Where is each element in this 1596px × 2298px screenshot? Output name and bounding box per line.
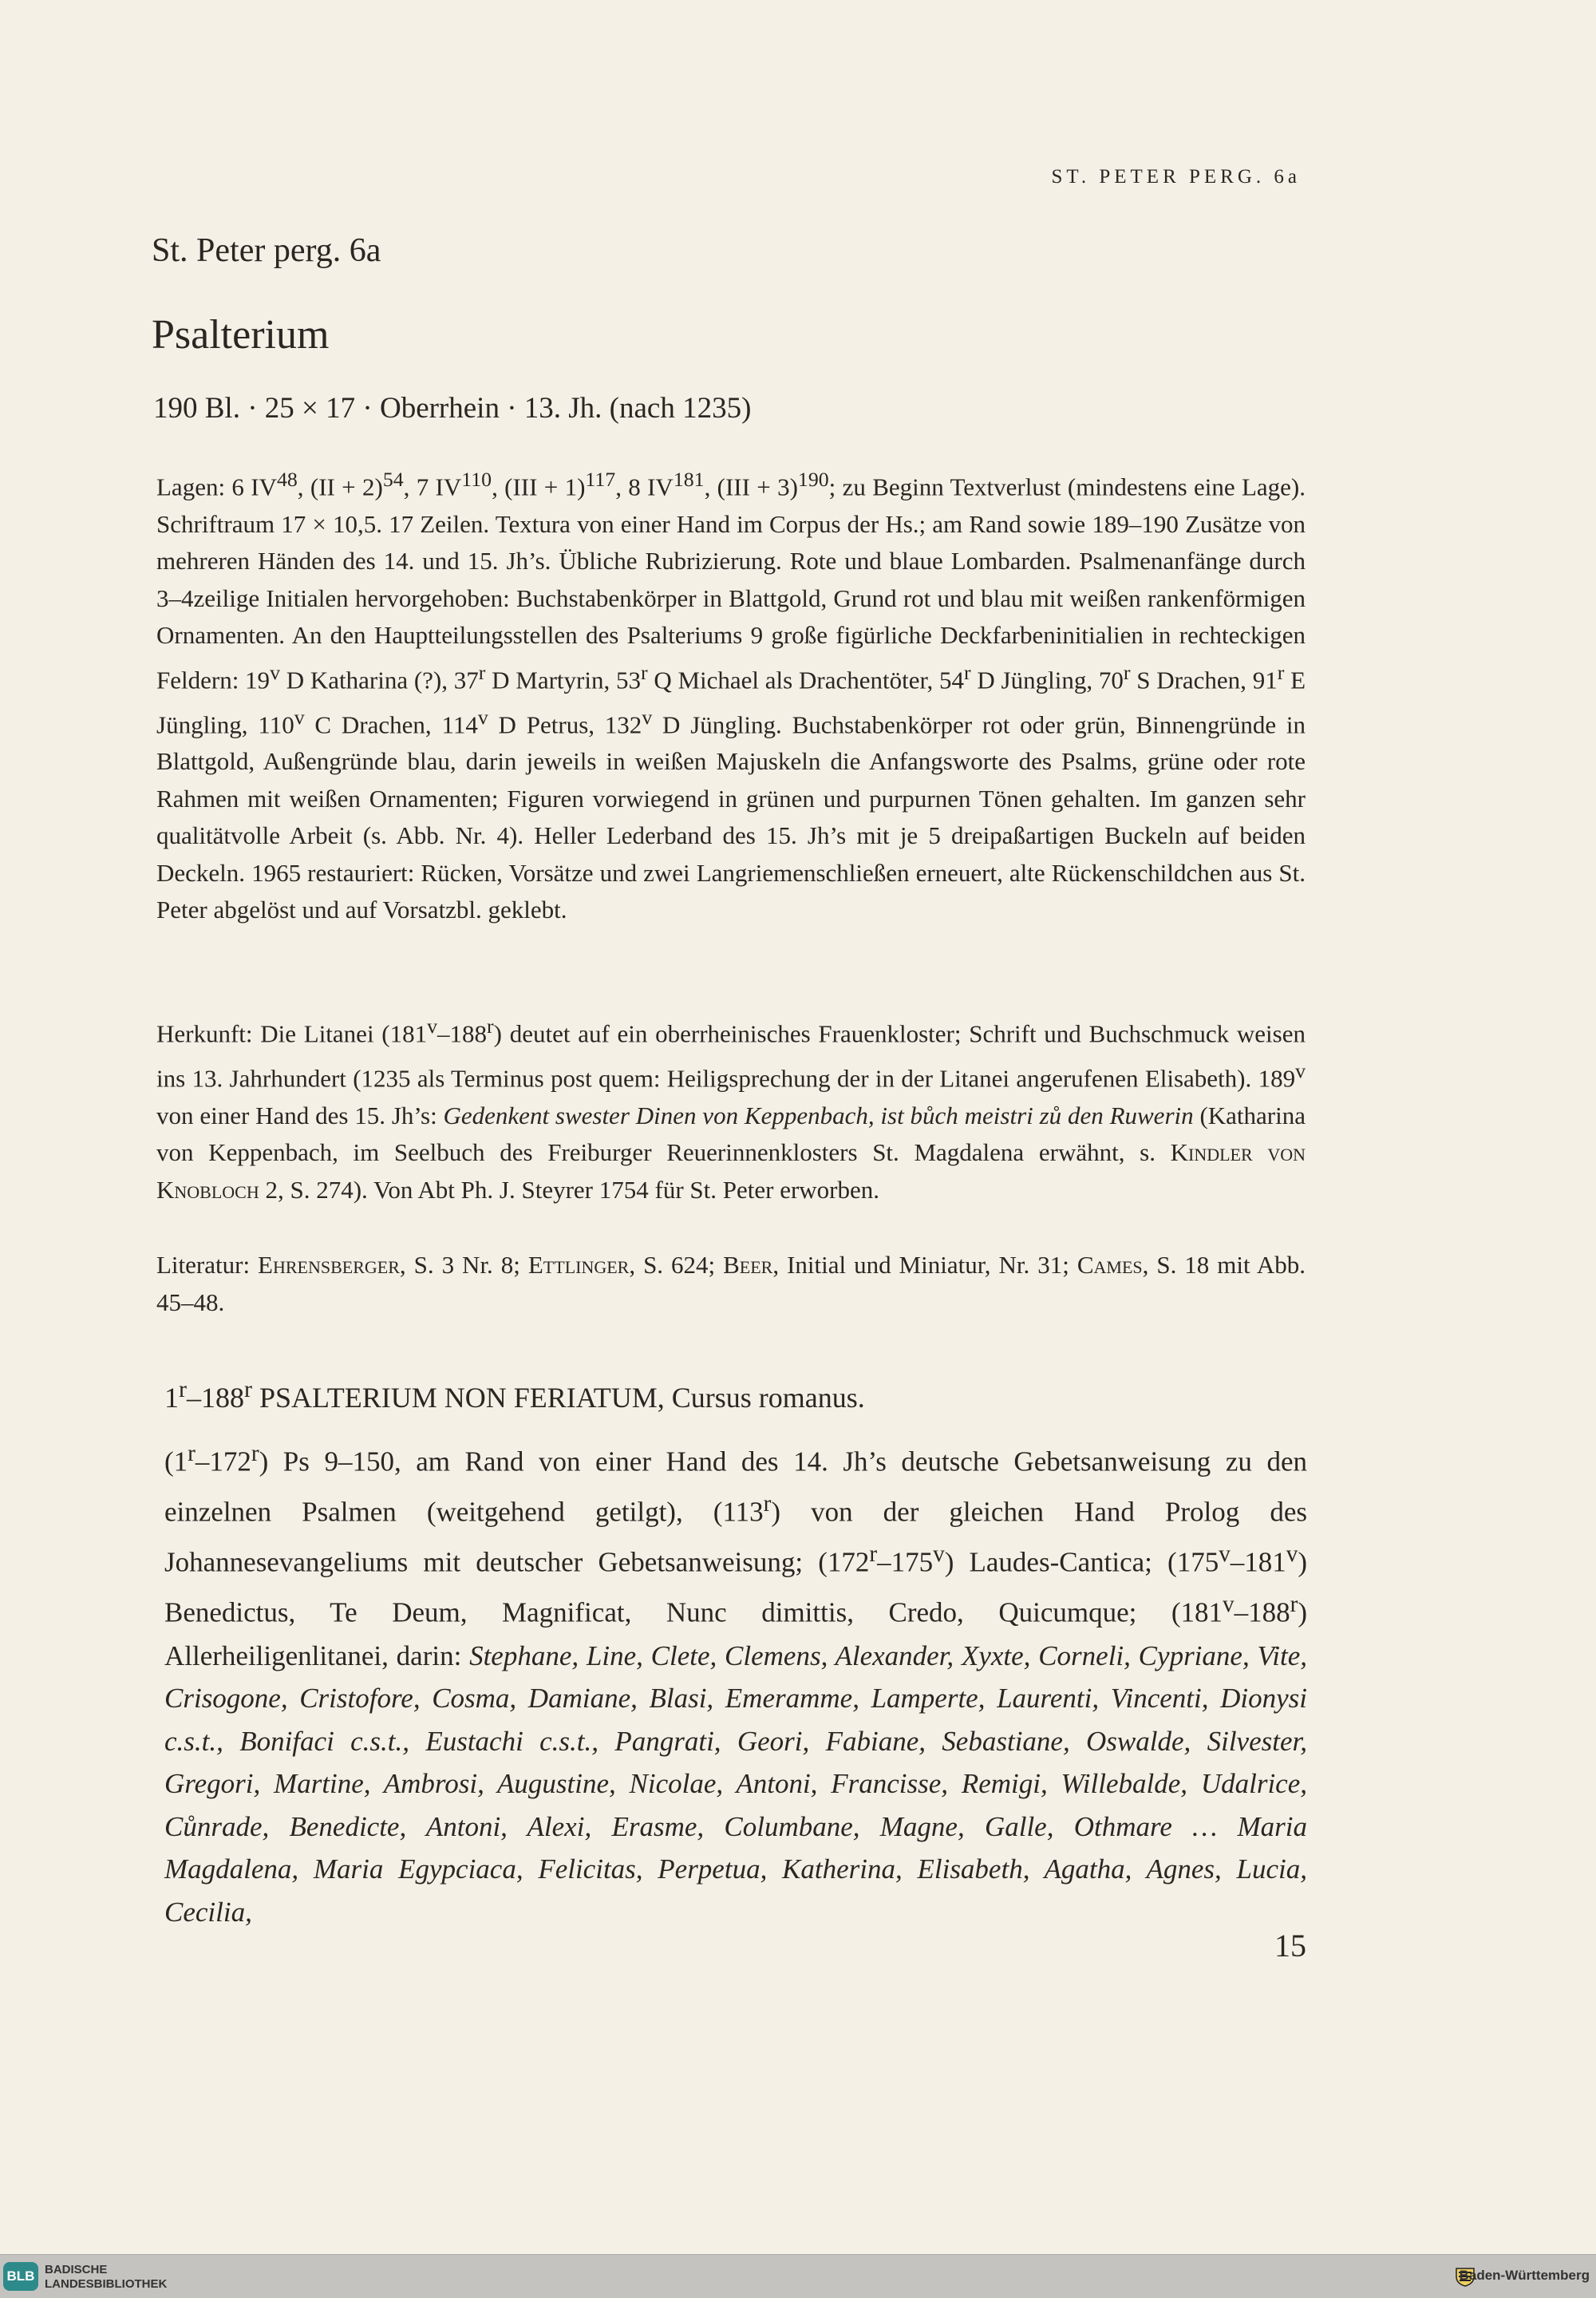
viewer-footer-bar xyxy=(0,2254,1596,2298)
blb-logo[interactable]: BLB xyxy=(3,2262,38,2291)
shelfmark: St. Peter perg. 6a xyxy=(152,232,381,269)
running-head: ST. PETER PERG. 6a xyxy=(1051,166,1301,188)
content-paragraph: (1$^r$–172$^r$) Ps 9–150, am Rand von einer Hand des 14. Jh’s deutsche Gebetsanweisung zu den einzelnen Psalmen (weitgehend getilgt), (113$^r$) von der gleichen Hand Prolog des Johannesevangeliums mit deutscher Gebetsanweisung; (172$^r$–175$^v$) Laudes-Cantica; (175$^v$–181$^v$) Benedictus, Te Deum, Magnificat, Nunc dimittis, Credo, Quicumque; (181$^v$–188$^r$) Allerheiligenlitanei, darin: Stephane, Line, Clete, Clemens, Alexander, Xyxte, Corneli, Cypriane, Vite, Crisogone, Cristofore, Cosma, Damiane, Blasi, Emeramme, Lamperte, Laurenti, Vincenti, Dionysi c.s.t., Bonifaci c.s.t., Eustachi c.s.t., Pangrati, Geori, Fabiane, Sebastiane, Oswalde, Silvester, Gregori, Martine, Ambrosi, Augustine, Nicolae, Antoni, Francisse, Remigi, Willebalde, Udalrice, Cůnrade, Benedicte, Antoni, Alexi, Erasme, Columbane, Magne, Galle, Othmare … Maria Magdalena, Maria Egypciaca, Felicitas, Perpetua, Katherina, Elisabeth, Agatha, Agnes, Lucia, Cecilia, xyxy=(164,1441,1307,1928)
literatur-paragraph: Literatur: Ehrensberger, S. 3 Nr. 8; Ettlinger, S. 624; Beer, Initial und Miniatur, Nr. 31; Cames, S. 18 mit Abb. 45–48. xyxy=(156,1251,1306,1316)
library-name: BADISCHE LANDESBIBLIOTHEK xyxy=(45,2263,168,2291)
author-citation: Kindler von Knobloch xyxy=(156,1138,1306,1204)
saints-list: Stephane, Line, Clete, Clemens, Alexander, Xyxte, Corneli, Cypriane, Vite, Crisogone, Cristofore, Cosma, Damiane, Blasi, Emeramme, Lamperte, Laurenti, Vincenti, Dionysi c.s.t., Bonifaci c.s.t., Eustachi c.s.t., Pangrati, Geori, Fabiane, Sebastiane, Oswalde, Silvester, Gregori, Martine, Ambrosi, Augustine, Nicolae, Antoni, Francisse, Remigi, Willebalde, Udalrice, Cůnrade, Benedicte, Antoni, Alexi, Erasme, Columbane, Magne, Galle, Othmare … Maria Magdalena, Maria Egypciaca, Felicitas, Perpetua, Katherina, Elisabeth, Agatha, Agnes, Lucia, Cecilia, xyxy=(164,1639,1307,1928)
page-title: Psalterium xyxy=(152,312,330,358)
content-heading: 1$^r$–188$^r$ PSALTERIUM NON FERIATUM, Cursus romanus. xyxy=(164,1376,865,1414)
codex-metadata: 190 Bl. · 25 × 17 · Oberrhein · 13. Jh. (nach 1235) xyxy=(153,392,752,425)
lagen-paragraph: Lagen: 6 IV$^{48}$, (II + 2)$^{54}$, 7 IV$^{110}$, (III + 1)$^{117}$, 8 IV$^{181}$, (III + 3)$^{190}$; zu Beginn Textverlust (mindestens eine Lage). Schriftraum 17 × 10,5. 17 Zeilen. Textura von einer Hand im Corpus der Hs.; am Rand sowie 189–190 Zusätze von mehreren Händen des 14. und 15. Jh’s. Übliche Rubrizierung. Rote und blaue Lombarden. Psalmenanfänge durch 3–4zeilige Initialen hervorgehoben: Buchstabenkörper in Blattgold, Grund rot und blau mit weißen rankenförmigen Ornamenten. An den Hauptteilungsstellen des Psalteriums 9 große figürliche Deckfarbeninitialien in rechteckigen Feldern: 19$^v$ D Katharina (?), 37$^r$ D Martyrin, 53$^r$ Q Michael als Drachentöter, 54$^r$ D Jüngling, 70$^r$ S Drachen, 91$^r$ E Jüngling, 110$^v$ C Drachen, 114$^v$ D Petrus, 132$^v$ D Jüngling. Buchstabenkörper rot oder grün, Binnengründe in Blattgold, Außengründe blau, darin jeweils in weißen Majuskeln die Anfangsworte des Psalms, grüne oder rote Rahmen mit weißen Ornamenten; Figuren vorwiegend in grünen und purpurnen Tönen gehalten. Im ganzen sehr qualitätvolle Arbeit (s. Abb. Nr. 4). Heller Lederband des 15. Jh’s mit je 5 dreipaßartigen Buckeln auf beiden Deckeln. 1965 restauriert: Rücken, Vorsätze und zwei Langriemenschließen erneuert, alte Rückenschildchen aus St. Peter abgelöst und auf Vorsatzbl. geklebt. xyxy=(156,468,1306,924)
page-number: 15 xyxy=(1274,1928,1306,1964)
herkunft-paragraph: Herkunft: Die Litanei (181$^v$–188$^r$) deutet auf ein oberrheinisches Frauenkloster; Schrift und Buchschmuck weisen ins 13. Jahrhundert (1235 als Terminus post quem: Heiligsprechung der in der Litanei angerufenen Elisabeth). 189$^v$ von einer Hand des 15. Jh’s: Gedenkent swester Dinen von Keppenbach, ist bůch meistri zů den Ruwerin (Katharina von Keppenbach, im Seelbuch des Freiburger Reuerinnenklosters St. Magdalena erwähnt, s. Kindler von Knobloch 2, S. 274). Von Abt Ph. J. Steyrer 1754 für St. Peter erworben. xyxy=(156,1015,1306,1204)
ownership-inscription: Gedenkent swester Dinen von Keppenbach, ist bůch meistri zů den Ruwerin xyxy=(443,1101,1194,1129)
state-name[interactable]: Baden-Württemberg xyxy=(1459,2268,1590,2283)
